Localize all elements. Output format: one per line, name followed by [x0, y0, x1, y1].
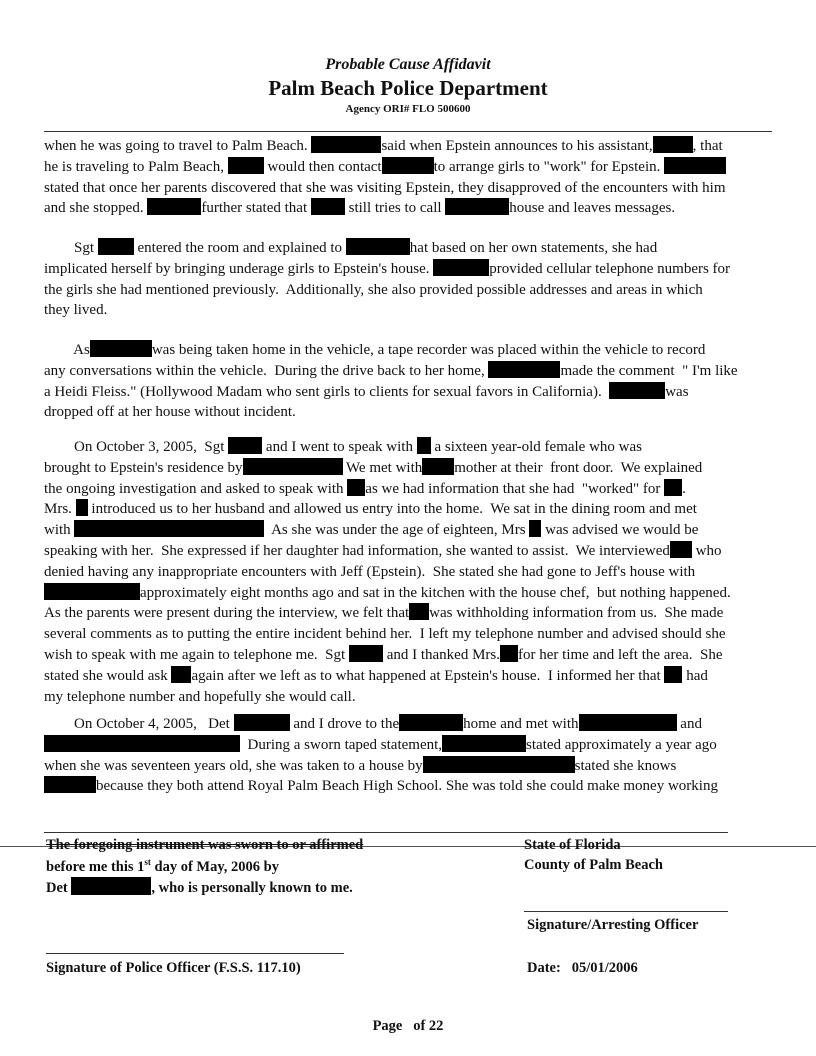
text-line: [44, 624, 784, 645]
redaction-block: [433, 259, 489, 276]
text-segment: still tries to call: [344, 200, 446, 217]
police-officer-signature-label: Signature of Police Officer (F.S.S. 117.10): [46, 960, 301, 976]
text-segment: introduced us to her husband and allowed us entry into the home. We sat in the dining room and met: [87, 501, 697, 518]
text-line: [44, 259, 784, 280]
text-segment: who: [691, 542, 722, 559]
text-segment: was advised we would be: [541, 522, 699, 539]
text-line: [44, 499, 784, 520]
oath-line-2-start: before me this 1: [46, 858, 145, 875]
county-label: County of Palm Beach: [524, 857, 663, 873]
agency-ori: Agency ORI# FLO 500600: [345, 103, 471, 115]
text-line: [44, 687, 784, 708]
text-line: [44, 458, 784, 479]
text-segment: speaking with her. She expressed if her daughter had information, she wanted to assist. We interviewed: [44, 542, 670, 559]
redaction-block: [44, 735, 240, 752]
text-segment: stated she would ask: [44, 667, 172, 684]
redaction-block: [44, 776, 96, 793]
text-segment: dropped off at her house without incident.: [44, 404, 296, 421]
text-line: [44, 402, 784, 423]
redaction-block: [76, 499, 88, 516]
text-line: [44, 735, 784, 756]
redaction-block: [382, 157, 434, 174]
text-line: [44, 340, 784, 361]
text-segment: Sgt: [44, 240, 98, 256]
redaction-block: [579, 714, 677, 731]
text-segment: would then contact: [263, 158, 382, 175]
text-segment: stated that once her parents discovered that she was visiting Epstein, they disapproved of the encounters with him: [44, 179, 726, 196]
text-segment: stated she knows: [574, 757, 677, 774]
text-segment: had: [682, 667, 708, 684]
text-segment: mother at their front door. We explained: [454, 459, 703, 476]
text-segment: a sixteen year-old female who was: [430, 439, 643, 455]
text-line: [44, 280, 784, 301]
text-line: [44, 157, 784, 178]
text-segment: and I thanked Mrs.: [382, 646, 501, 663]
text-segment: the girls she had mentioned previously. Additionally, she also provided possible addresses and areas in which: [44, 281, 703, 298]
redaction-block: [90, 340, 152, 357]
redaction-block: [311, 198, 345, 215]
det-prefix: Det: [46, 880, 72, 896]
text-segment: again after we left as to what happened at Epstein's house. I informed her that: [191, 667, 665, 684]
text-line: [44, 437, 784, 458]
oath-line-2: [46, 857, 279, 876]
text-line: [44, 562, 784, 583]
police-signature-line: [46, 953, 344, 954]
redaction-block: [500, 645, 518, 662]
text-segment: was withholding information from us. She made: [429, 605, 724, 622]
redaction-block: [346, 238, 410, 255]
text-segment: wish to speak with me again to telephone me. Sgt: [44, 646, 349, 663]
redaction-block: [147, 198, 201, 215]
paragraph-1: [44, 136, 784, 219]
redaction-block: [228, 157, 264, 174]
paragraph-4: [44, 437, 784, 707]
text-segment: and I went to speak with: [262, 439, 417, 455]
redaction-block: [349, 645, 383, 662]
redaction-block: [417, 437, 431, 454]
text-segment: and I drove to the: [289, 716, 400, 732]
text-segment: was: [665, 383, 689, 400]
text-segment: to arrange girls to "work" for Epstein.: [433, 158, 665, 175]
redaction-block: [347, 479, 365, 496]
text-segment: , that: [692, 138, 723, 154]
text-segment: During a sworn taped statement,: [240, 736, 443, 753]
text-line: [44, 136, 784, 157]
paragraph-2: [44, 238, 784, 321]
text-segment: when he was going to travel to Palm Beach.: [44, 138, 312, 154]
text-segment: As: [44, 342, 90, 358]
oath-line-1: The foregoing instrument was sworn to or affirmed: [46, 837, 364, 853]
text-segment: As the parents were present during the interview, we felt that: [44, 605, 410, 622]
text-line: [44, 361, 784, 382]
text-segment: and she stopped.: [44, 200, 148, 217]
oath-line-2-end: day of May, 2006 by: [150, 858, 279, 875]
redaction-block: [664, 157, 726, 174]
text-segment: We met with: [342, 459, 423, 476]
text-segment: said when Epstein announces to his assistant,: [381, 138, 653, 154]
text-segment: made the comment " I'm like: [560, 362, 738, 379]
redaction-block: [399, 714, 463, 731]
redaction-block: [529, 520, 541, 537]
text-line: [44, 666, 784, 687]
redaction-block: [445, 198, 509, 215]
text-segment: with: [44, 522, 75, 539]
redaction-block: [609, 382, 665, 399]
text-segment: they lived.: [44, 302, 108, 319]
redaction-block: [234, 714, 290, 731]
text-segment: On October 3, 2005, Sgt: [44, 439, 229, 455]
department-name: Palm Beach Police Department: [268, 76, 548, 100]
text-segment: stated approximately a year ago: [526, 736, 717, 753]
text-segment: when she was seventeen years old, she was taken to a house by: [44, 757, 423, 774]
text-segment: he is traveling to Palm Beach,: [44, 158, 228, 175]
redaction-block: [44, 583, 140, 600]
text-line: [44, 300, 784, 321]
text-line: [44, 520, 784, 541]
text-segment: entered the room and explained to: [133, 240, 346, 256]
text-segment: and: [676, 716, 702, 732]
text-segment: was being taken home in the vehicle, a tape recorder was placed within the vehicle to record: [151, 342, 706, 358]
text-segment: .: [682, 480, 686, 497]
date-value: 05/01/2006: [571, 960, 638, 976]
text-segment: the ongoing investigation and asked to speak with: [44, 480, 348, 497]
date-field: [527, 960, 638, 977]
text-segment: for her time and left the area. She: [518, 646, 723, 663]
header-divider: [44, 131, 772, 132]
text-segment: hat based on her own statements, she had: [409, 240, 658, 256]
redaction-block: [409, 603, 429, 620]
text-segment: On October 4, 2005, Det: [44, 716, 234, 732]
text-line: [44, 238, 784, 259]
oath-line-3: [46, 877, 353, 897]
redaction-block: [171, 666, 191, 683]
text-line: [44, 603, 784, 624]
text-segment: provided cellular telephone numbers for: [489, 260, 731, 277]
paragraph-3: [44, 340, 784, 423]
text-segment: home and met with: [463, 716, 579, 732]
redaction-block: [311, 136, 381, 153]
text-segment: approximately eight months ago and sat in the kitchen with the house chef, but nothing happened.: [140, 584, 731, 601]
text-line: [44, 714, 784, 735]
text-line: [44, 382, 784, 403]
text-line: [44, 541, 784, 562]
redaction-block: [488, 361, 560, 378]
redaction-block: [74, 520, 264, 537]
text-line: [44, 645, 784, 666]
text-segment: several comments as to putting the entire incident behind her. I left my telephone number and advised should she: [44, 626, 726, 643]
text-segment: any conversations within the vehicle. During the drive back to her home,: [44, 362, 489, 379]
page-number: Page of 22: [372, 1018, 444, 1034]
text-segment: as we had information that she had "worked" for: [365, 480, 665, 497]
text-segment: further stated that: [201, 200, 311, 217]
arresting-officer-label: Signature/Arresting Officer: [527, 917, 699, 933]
text-segment: my telephone number and hopefully she would call.: [44, 688, 356, 705]
redaction-block: [423, 756, 575, 773]
text-segment: brought to Epstein's residence by: [44, 459, 243, 476]
ordinal-suffix: st: [144, 857, 151, 867]
redaction-block: [670, 541, 692, 558]
known-to-me: , who is personally known to me.: [151, 880, 353, 896]
text-segment: because they both attend Royal Palm Beach High School. She was told she could make money working: [96, 778, 718, 795]
text-line: [44, 583, 784, 604]
text-line: [44, 178, 784, 199]
document-title: Probable Cause Affidavit: [325, 56, 491, 73]
redaction-block: [228, 437, 262, 454]
paragraph-5: [44, 714, 784, 797]
text-segment: a Heidi Fleiss." (Hollywood Madam who sent girls to clients for sexual favors in California).: [44, 383, 610, 400]
arresting-signature-line: [524, 911, 728, 912]
redaction-block: [664, 666, 682, 683]
state-label: State of Florida: [524, 837, 621, 853]
date-label: Date:: [527, 960, 561, 976]
text-segment: denied having any inappropriate encounters with Jeff (Epstein). She stated she had gone to Jeff's house with: [44, 563, 696, 580]
oath-top-rule: [44, 832, 728, 833]
redaction-block: [71, 877, 151, 895]
text-line: [44, 198, 784, 219]
text-segment: Mrs.: [44, 501, 76, 518]
redaction-block: [664, 479, 682, 496]
redaction-block: [243, 458, 343, 475]
text-line: [44, 479, 784, 500]
text-segment: As she was under the age of eighteen, Mrs: [264, 522, 530, 539]
text-line: [44, 776, 784, 797]
text-segment: house and leaves messages.: [509, 200, 676, 217]
redaction-block: [653, 136, 693, 153]
text-line: [44, 756, 784, 777]
redaction-block: [422, 458, 454, 475]
text-segment: implicated herself by bringing underage girls to Epstein's house.: [44, 260, 434, 277]
redaction-block: [442, 735, 526, 752]
redaction-block: [98, 238, 134, 255]
